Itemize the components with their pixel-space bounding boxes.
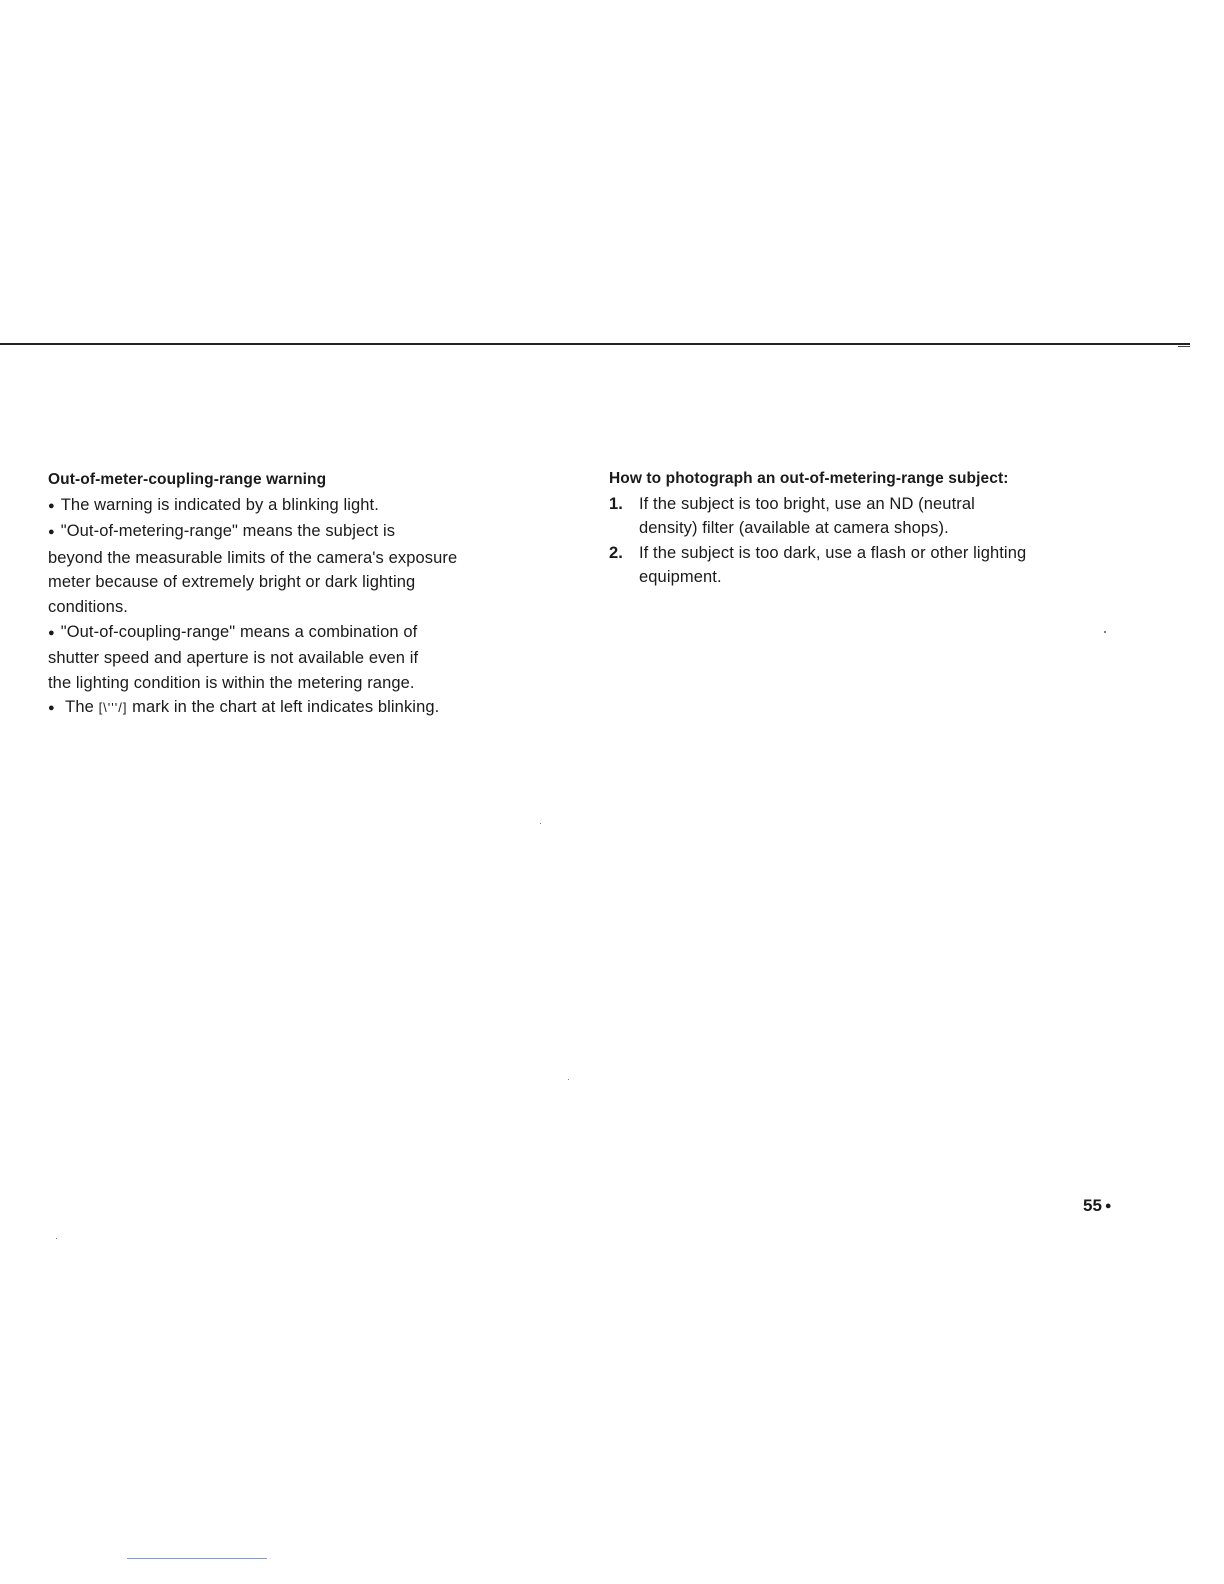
list-item-line: density) filter (available at camera shops). xyxy=(639,519,949,538)
bullet-metering-range-line-1: ● "Out-of-metering-range" means the subject is xyxy=(48,519,548,546)
page-number-text: 55 xyxy=(1083,1196,1102,1215)
list-item xyxy=(609,492,1129,541)
list-item-number: 1. xyxy=(609,494,623,513)
scan-speck xyxy=(56,1238,57,1239)
list-item-line: If the subject is too bright, use an ND (neutral xyxy=(639,494,975,513)
bullet-coupling-range-line-1: ● "Out-of-coupling-range" means a combination of xyxy=(48,620,548,647)
scan-speck xyxy=(540,823,541,824)
horizontal-rule-tail xyxy=(1178,346,1190,347)
bullet-blink-mark xyxy=(48,695,548,722)
list-item-number: 2. xyxy=(609,543,623,562)
bottom-underline xyxy=(127,1558,267,1559)
bullet-coupling-range-line-3: the lighting condition is within the metering range. xyxy=(48,673,415,692)
list-item-line: If the subject is too dark, use a flash or other lighting xyxy=(639,543,1027,562)
blink-mark-icon: [\'''/] xyxy=(98,700,128,716)
page-number xyxy=(1083,1196,1112,1216)
page-dot-icon: ● xyxy=(1104,1200,1112,1212)
horizontal-rule xyxy=(0,343,1190,345)
right-column xyxy=(609,467,1129,590)
howto-heading: How to photograph an out-of-metering-range subject: xyxy=(609,470,1009,487)
bullet-metering-range-line-4: conditions. xyxy=(48,597,128,616)
list-item xyxy=(609,541,1129,590)
left-column xyxy=(48,468,548,722)
scan-speck xyxy=(1104,631,1106,633)
warning-heading: Out-of-meter-coupling-range warning xyxy=(48,471,327,488)
blink-mark-prefix: The xyxy=(65,698,94,717)
list-item-line: equipment. xyxy=(639,568,722,587)
bullet-blinking-light: ● The warning is indicated by a blinking light. xyxy=(48,493,548,520)
bullet-metering-range-line-3: meter because of extremely bright or dark lighting xyxy=(48,573,416,592)
bullet-coupling-range-line-2: shutter speed and aperture is not available even if xyxy=(48,649,419,668)
scan-speck xyxy=(568,1079,569,1080)
bullet-metering-range-line-2: beyond the measurable limits of the camera's exposure xyxy=(48,548,458,567)
blink-mark-suffix: mark in the chart at left indicates blinking. xyxy=(132,698,440,717)
